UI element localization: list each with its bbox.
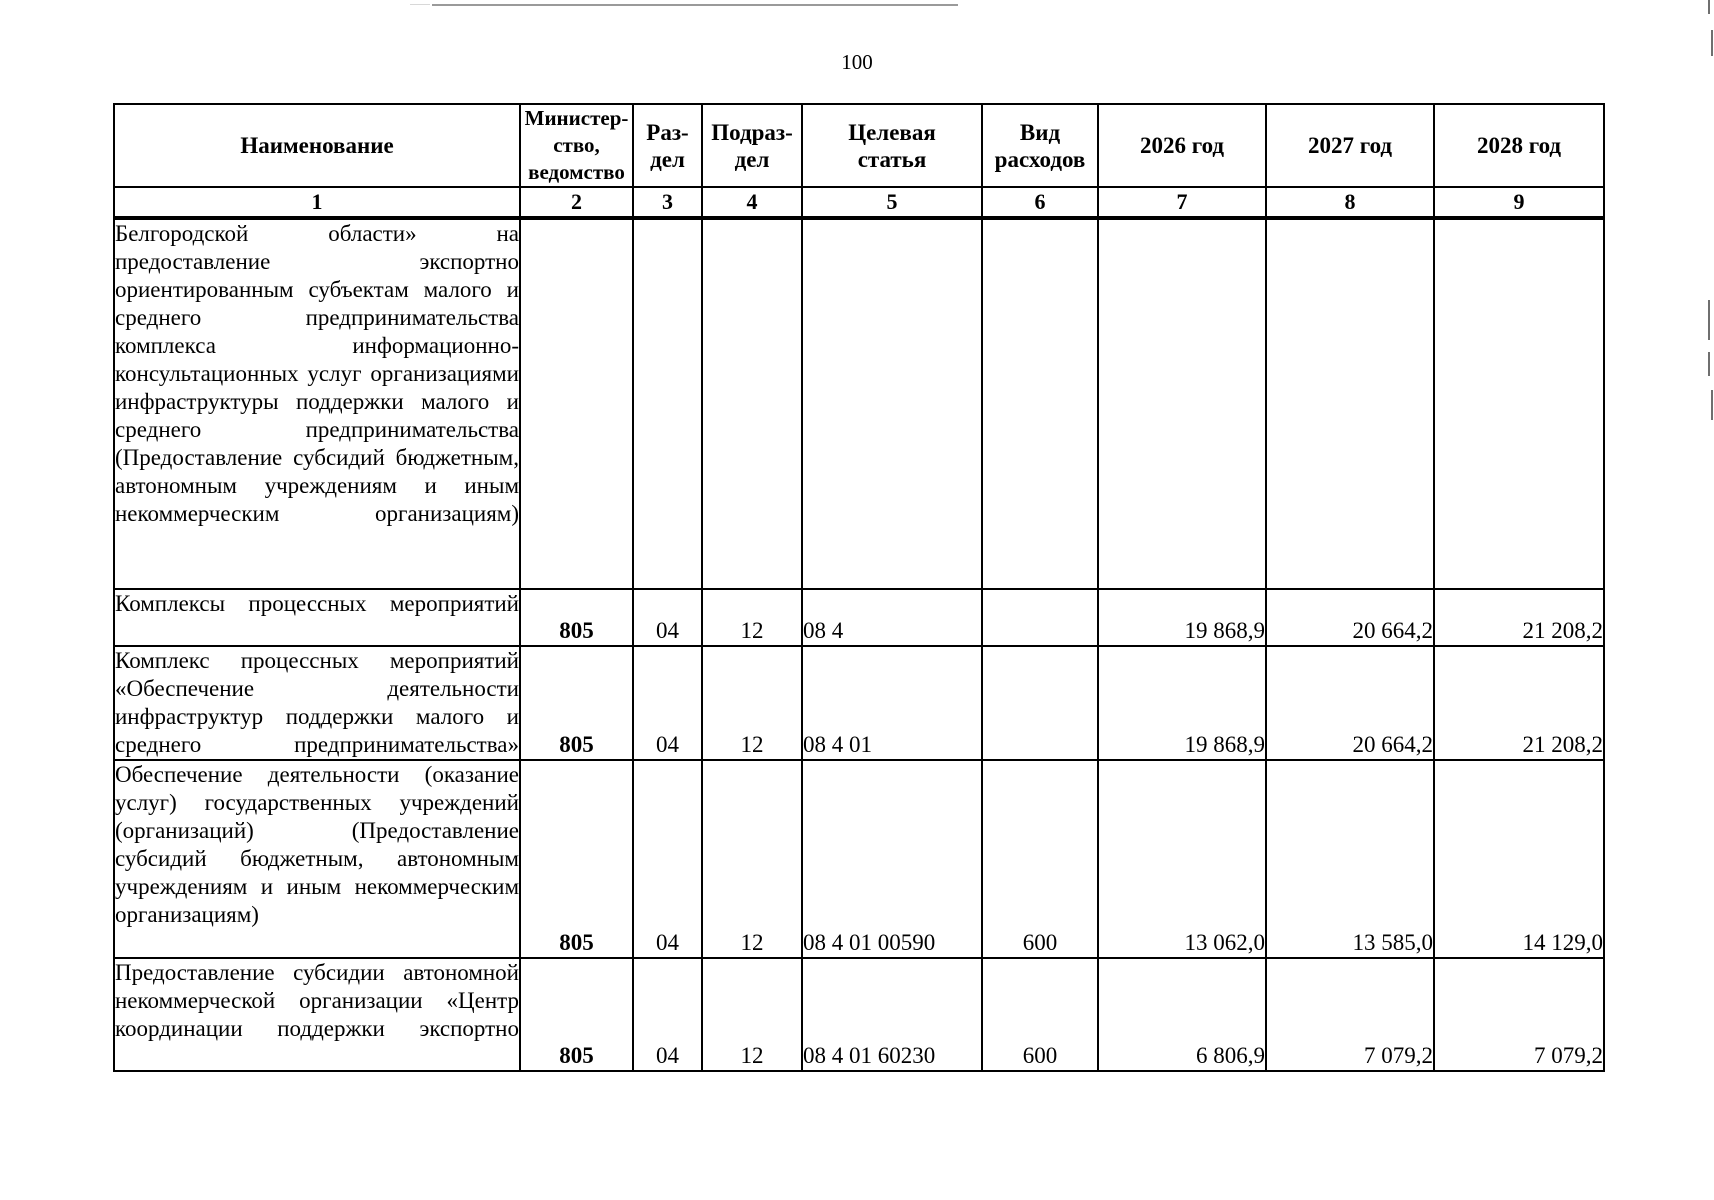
- header-section-line: дел: [650, 146, 685, 172]
- column-number: 5: [802, 187, 982, 218]
- header-row: [114, 104, 1604, 187]
- row-expense: 600: [982, 760, 1098, 958]
- header-target-line: статья: [857, 146, 927, 172]
- row-value-2026: 19 868,9: [1098, 646, 1266, 760]
- row-value-2026: [1098, 218, 1266, 589]
- scan-edge-mark: [1708, 352, 1710, 376]
- row-name: Комплексы процессных мероприятий: [114, 589, 520, 646]
- row-value-2028: 14 129,0: [1434, 760, 1604, 958]
- row-value-2026: 19 868,9: [1098, 589, 1266, 646]
- row-subsection: 12: [702, 958, 802, 1071]
- column-number-row: [114, 187, 1604, 218]
- header-year-2028: 2028 год: [1434, 104, 1604, 187]
- row-section: 04: [633, 760, 702, 958]
- header-year-2026: 2026 год: [1098, 104, 1266, 187]
- header-subsection-line: Подраз-: [711, 119, 793, 145]
- column-number: 4: [702, 187, 802, 218]
- row-expense: 600: [982, 958, 1098, 1071]
- column-number: 8: [1266, 187, 1434, 218]
- header-name: Наименование: [114, 104, 520, 187]
- row-value-2027: 13 585,0: [1266, 760, 1434, 958]
- row-subsection: 12: [702, 589, 802, 646]
- row-value-2028: 21 208,2: [1434, 589, 1604, 646]
- header-expense-line: расходов: [994, 146, 1086, 172]
- row-value-2026: 13 062,0: [1098, 760, 1266, 958]
- scan-edge-mark: [1708, 300, 1710, 340]
- row-ministry: 805: [520, 958, 633, 1071]
- column-number: 2: [520, 187, 633, 218]
- row-value-2027: 7 079,2: [1266, 958, 1434, 1071]
- table-row: [114, 646, 1604, 760]
- scan-edge-mark: [1711, 390, 1713, 420]
- row-target: 08 4 01 60230: [802, 958, 982, 1071]
- header-target-line: Целевая: [848, 119, 936, 145]
- row-target: 08 4 01: [802, 646, 982, 760]
- row-expense: [982, 589, 1098, 646]
- column-number: 9: [1434, 187, 1604, 218]
- row-expense: [982, 218, 1098, 589]
- row-name: Комплекс процессных мероприятий «Обеспечение деятельности инфраструктур поддержки малого и среднего предпринимательства»: [114, 646, 520, 760]
- header-ministry-line: ство,: [553, 133, 600, 157]
- table-row: [114, 589, 1604, 646]
- column-number: 6: [982, 187, 1098, 218]
- row-ministry: [520, 218, 633, 589]
- table-row: [114, 760, 1604, 958]
- row-section: [633, 218, 702, 589]
- header-section: [633, 104, 702, 187]
- column-number: 3: [633, 187, 702, 218]
- row-value-2027: [1266, 218, 1434, 589]
- row-name: Обеспечение деятельности (оказание услуг) государственных учреждений (организаций) (Предоставление субсидий бюджетным, автономным учреждениям и иным некоммерческим организациям): [114, 760, 520, 958]
- row-value-2027: 20 664,2: [1266, 589, 1434, 646]
- scan-artifact-faint-line: [410, 4, 430, 5]
- page-number: 100: [841, 50, 873, 74]
- column-number: 1: [114, 187, 520, 218]
- header-ministry-line: Министер-: [524, 106, 629, 130]
- row-subsection: [702, 218, 802, 589]
- header-subsection-line: дел: [734, 146, 770, 172]
- row-target: 08 4: [802, 589, 982, 646]
- row-subsection: 12: [702, 646, 802, 760]
- row-section: 04: [633, 958, 702, 1071]
- row-value-2026: 6 806,9: [1098, 958, 1266, 1071]
- row-ministry: 805: [520, 760, 633, 958]
- header-subsection: [702, 104, 802, 187]
- row-name: Белгородской области» на предоставление экспортно ориентированным субъектам малого и среднего предпринимательства комплекса информационно-консультационных услуг организациями инфраструктуры поддержки малого и среднего предпринимательства (Предоставление субсидий бюджетным, автономным учреждениям и иным некоммерческим организациям): [114, 218, 520, 589]
- scan-artifact-top-line: [432, 4, 958, 6]
- row-target: 08 4 01 00590: [802, 760, 982, 958]
- row-value-2027: 20 664,2: [1266, 646, 1434, 760]
- row-target: [802, 218, 982, 589]
- header-expense: [982, 104, 1098, 187]
- row-section: 04: [633, 589, 702, 646]
- scan-edge-mark: [1708, 0, 1710, 14]
- row-value-2028: [1434, 218, 1604, 589]
- header-target: [802, 104, 982, 187]
- row-ministry: 805: [520, 646, 633, 760]
- header-year-2027: 2027 год: [1266, 104, 1434, 187]
- row-expense: [982, 646, 1098, 760]
- header-ministry-line: ведомство: [528, 160, 625, 184]
- budget-table: [113, 103, 1605, 1072]
- row-section: 04: [633, 646, 702, 760]
- row-value-2028: 7 079,2: [1434, 958, 1604, 1071]
- row-name: Предоставление субсидии автономной некоммерческой организации «Центр координации поддержки экспортно: [114, 958, 520, 1071]
- header-ministry: [520, 104, 633, 187]
- table-row: [114, 958, 1604, 1071]
- header-expense-line: Вид: [1019, 119, 1061, 145]
- table-row: [114, 218, 1604, 589]
- header-section-line: Раз-: [646, 119, 689, 145]
- row-subsection: 12: [702, 760, 802, 958]
- row-value-2028: 21 208,2: [1434, 646, 1604, 760]
- row-ministry: 805: [520, 589, 633, 646]
- column-number: 7: [1098, 187, 1266, 218]
